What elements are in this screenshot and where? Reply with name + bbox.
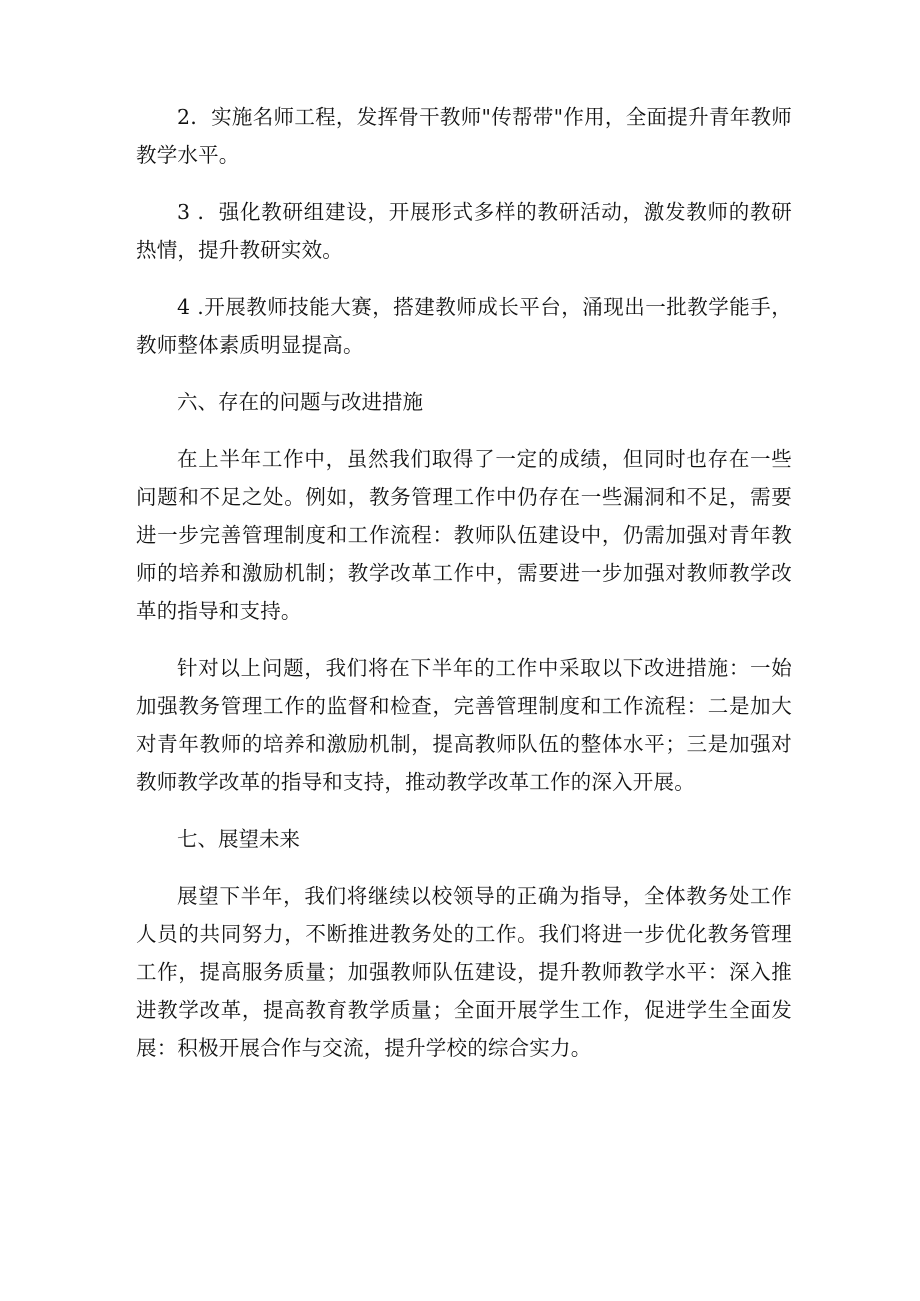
document-body (136, 98, 792, 1086)
paragraph-item-2-mentor-project: 2．实施名师工程，发挥骨干教师"传帮带"作用，全面提升青年教师教学水平。 (136, 105, 792, 167)
paragraph-item-3-teaching-research: 3 ．强化教研组建设，开展形式多样的教研活动，激发教师的教研热情，提升教研实效。 (136, 200, 792, 262)
paragraph-item-4-skills-contest: 4 .开展教师技能大赛，搭建教师成长平台，涌现出一批教学能手，教师整体素质明显提高。 (136, 295, 792, 357)
paragraph-outlook: 展望下半年，我们将继续以校领导的正确为指导，全体教务处工作人员的共同努力，不断推进教务处的工作。我们将进一步优化教务管理工作，提高服务质量；加强教师队伍建设，提升教师教学水平：深入推进教学改革，提高教育教学质量；全面开展学生工作，促进学生全面发展：积极开展合作与交流，提升学校的综合实力。 (136, 884, 792, 1060)
paragraph-improvements: 针对以上问题，我们将在下半年的工作中采取以下改进措施：一始加强教务管理工作的监督和检查，完善管理制度和工作流程：二是加大对青年教师的培养和激励机制，提高教师队伍的整体水平；三是加强对教师教学改革的指导和支持，推动教学改革工作的深入开展。 (136, 656, 792, 794)
section-heading-outlook: 七、展望未来 (177, 827, 300, 851)
section-heading-problems: 六、存在的问题与改进措施 (177, 390, 423, 414)
paragraph-problems: 在上半年工作中，虽然我们取得了一定的成绩，但同时也存在一些问题和不足之处。例如，教务管理工作中仍存在一些漏洞和不足，需要进一步完善管理制度和工作流程：教师队伍建设中，仍需加强对青年教师的培养和激励机制；教学改革工作中，需要进一步加强对教师教学改革的指导和支持。 (136, 447, 792, 623)
